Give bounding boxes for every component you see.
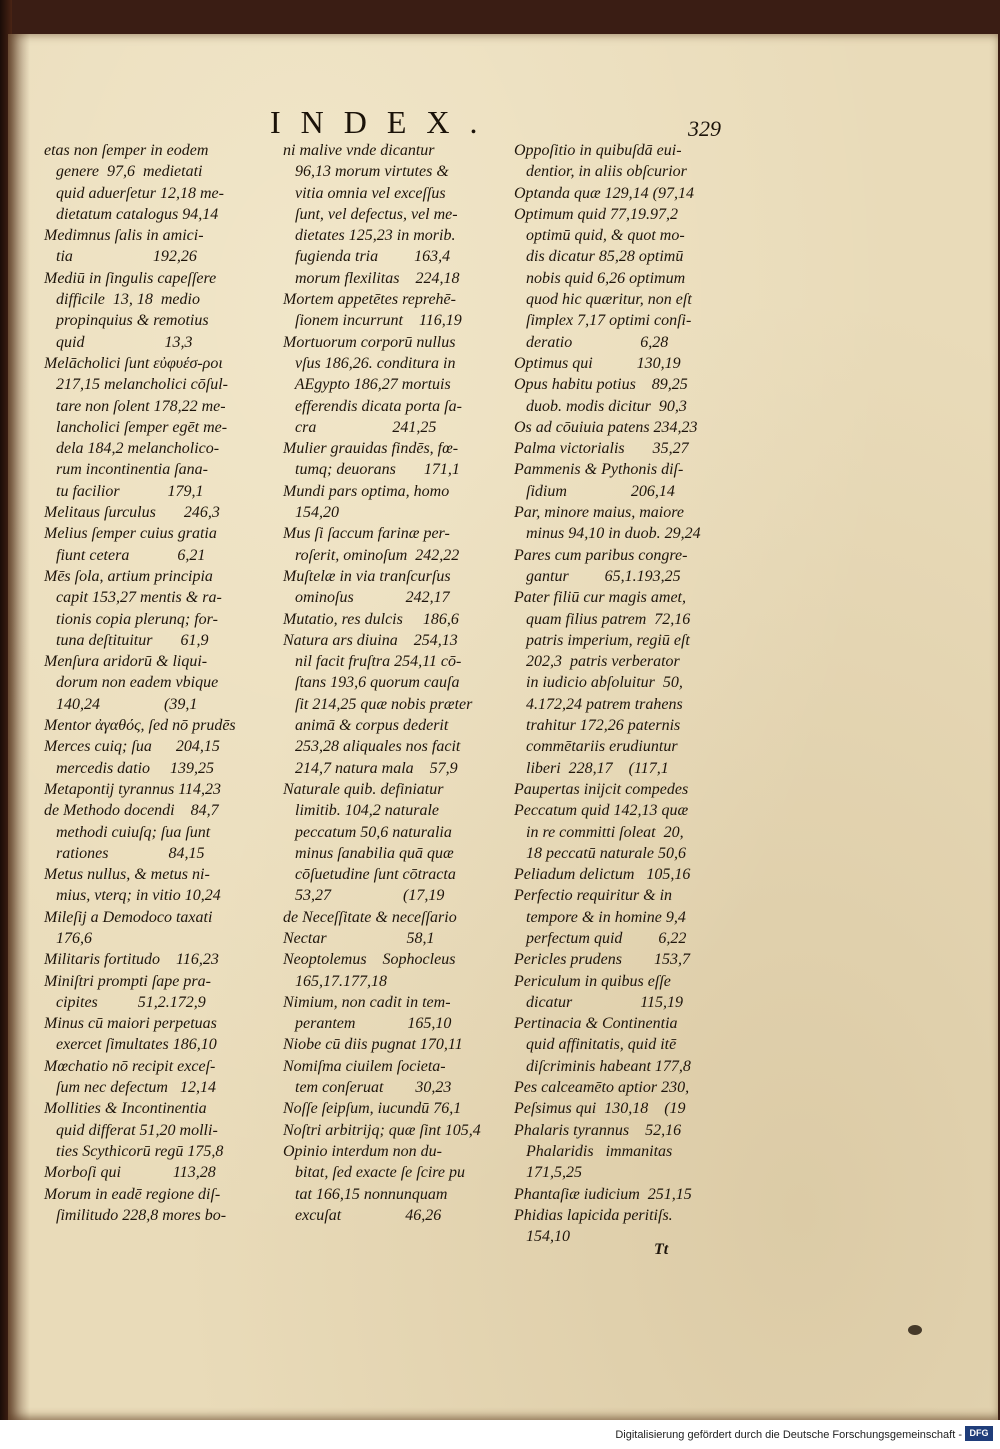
signature-mark: Tt <box>654 1241 669 1258</box>
index-line: diſcriminis habeant 177,8 <box>514 1057 691 1075</box>
index-line: limitib. 104,2 naturale <box>283 802 439 820</box>
index-line: 4.172,24 patrem trahens <box>514 695 683 713</box>
index-line: 18 peccatū naturale 50,6 <box>514 844 686 862</box>
index-line: tionis copia plerunq; for- <box>44 610 218 628</box>
index-line: duob. modis dicitur 90,3 <box>514 397 687 415</box>
page-header-title: INDEX. <box>270 104 498 140</box>
index-line: excuſat 46,26 <box>283 1206 442 1224</box>
index-line: rationes 84,15 <box>44 844 205 862</box>
index-line: cōſuetudine ſunt cōtracta <box>283 866 456 884</box>
index-line: fiunt cetera 6,21 <box>44 546 206 564</box>
dfg-logo-icon: DFG <box>965 1426 993 1441</box>
index-line: ſimilitudo 228,8 mores bo- <box>44 1206 227 1224</box>
index-line: Pares cum paribus congre- <box>514 546 688 564</box>
index-line: fugienda tria 163,4 <box>283 248 451 266</box>
index-line: 202,3 patris verberator <box>514 653 680 671</box>
index-line: roſerit, ominoſum 242,22 <box>283 546 460 564</box>
index-line: Periculum in quibus eſſe <box>514 972 671 990</box>
index-line: 171,5,25 <box>514 1164 582 1182</box>
index-line: Phalaris tyrannus 52,16 <box>514 1121 682 1139</box>
index-line: dorum non eadem vbique <box>44 674 219 692</box>
index-line: Melācholici ſunt εὐφυέσ-ροι <box>44 354 223 372</box>
index-column-2 <box>283 140 505 1226</box>
index-line: minus 94,10 in duob. 29,24 <box>514 525 701 543</box>
index-line: patris imperium, regiū eſt <box>514 631 690 649</box>
index-line: tumq; deuorans 171,1 <box>283 461 460 479</box>
index-line: Peliadum delictum 105,16 <box>514 866 691 884</box>
index-line: dis dicatur 85,28 optimū <box>514 248 684 266</box>
index-line: methodi cuiuſq; ſua ſunt <box>44 823 211 841</box>
index-line: Opus habitu potius 89,25 <box>514 376 688 394</box>
index-line: Peccatum quid 142,13 quæ <box>514 802 689 820</box>
index-line: 154,20 <box>283 504 339 522</box>
index-line: mercedis datio 139,25 <box>44 759 215 777</box>
index-line: 53,27 (17,19 <box>283 887 445 905</box>
index-line: trahitur 172,26 paternis <box>514 717 681 735</box>
index-line: capit 153,27 mentis & ra- <box>44 589 222 607</box>
index-line: quid aduerſetur 12,18 me- <box>44 184 224 202</box>
index-line: Pes calceamēto aptior 230, <box>514 1079 690 1097</box>
footer-credit: Digitalisierung gefördert durch die Deutsche Forschungsgemeinschaft - <box>615 1429 962 1441</box>
index-line: commētariis erudiuntur <box>514 738 678 756</box>
index-line: Muſtelæ in via tranſcurſus <box>283 567 451 585</box>
index-line: ominoſus 242,17 <box>283 589 450 607</box>
index-line: 214,7 natura mala 57,9 <box>283 759 458 777</box>
index-line: quid differat 51,20 molli- <box>44 1121 218 1139</box>
index-line: Opinio interdum non du- <box>283 1142 442 1160</box>
index-line: Mundi pars optima, homo <box>283 482 450 500</box>
index-line: Phalaridis immanitas <box>514 1142 673 1160</box>
index-line: Mus ſi ſaccum farinæ per- <box>283 525 450 543</box>
index-line: nil facit fruſtra 254,11 cō- <box>283 653 462 671</box>
index-line: Mutatio, res dulcis 186,6 <box>283 610 459 628</box>
index-line: tia 192,26 <box>44 248 197 266</box>
index-line: in re committi ſoleat 20, <box>514 823 684 841</box>
index-line: Phidias lapicida peritiſs. <box>514 1206 673 1224</box>
index-line: Neoptolemus Sophocleus <box>283 951 456 969</box>
index-line: tempore & in homine 9,4 <box>514 908 686 926</box>
index-line: Nectar 58,1 <box>283 929 435 947</box>
index-line: gantur 65,1.193,25 <box>514 567 681 585</box>
index-line: dietates 125,23 in morib. <box>283 227 456 245</box>
index-line: Pater filiū cur magis amet, <box>514 589 686 607</box>
index-line: Nimium, non cadit in tem- <box>283 993 451 1011</box>
index-line: lancholici ſemper egēt me- <box>44 418 228 436</box>
page-gutter-shadow <box>8 34 30 1420</box>
index-line: optimū quid, & quot mo- <box>514 227 685 245</box>
index-line: ſtans 193,6 quorum cauſa <box>283 674 460 692</box>
index-line: etas non ſemper in eodem <box>44 142 209 159</box>
index-line: quid 13,3 <box>44 333 193 351</box>
index-line: Noſtri arbitrijq; quæ ſint 105,4 <box>283 1121 481 1139</box>
index-line: Naturale quib. definiatur <box>283 780 444 798</box>
index-line: dela 184,2 melancholico- <box>44 440 220 458</box>
index-line: quam filius patrem 72,16 <box>514 610 691 628</box>
index-line: dentior, in aliis obſcurior <box>514 163 687 181</box>
index-line: mius, vterq; in vitio 10,24 <box>44 887 221 905</box>
index-line: ſimplex 7,17 optimi conſi- <box>514 312 692 330</box>
index-line: Optanda quæ 129,14 (97,14 <box>514 184 694 202</box>
index-line: tare non ſolent 178,22 me- <box>44 397 226 415</box>
index-line: Phantaſiæ iudicium 251,15 <box>514 1185 692 1203</box>
index-line: Pertinacia & Continentia <box>514 1015 678 1033</box>
page-number: 329 <box>688 116 721 141</box>
index-line: Metus nullus, & metus ni- <box>44 866 210 884</box>
index-line: tu facilior 179,1 <box>44 482 204 500</box>
index-line: 176,6 <box>44 929 92 947</box>
index-line: propinquius & remotius <box>44 312 209 330</box>
index-line: efferendis dicata porta ſa- <box>283 397 462 415</box>
index-line: Pammenis & Pythonis diſ- <box>514 461 684 479</box>
index-line: Morum in eadē regione diſ- <box>44 1185 221 1203</box>
index-line: Perfectio requiritur & in <box>514 887 673 905</box>
index-line: Par, minore maius, maiore <box>514 504 684 522</box>
index-line: 154,10 <box>514 1228 570 1246</box>
index-line: Mortem appetētes reprehē- <box>283 291 456 309</box>
index-line: exercet ſimultates 186,10 <box>44 1036 217 1054</box>
index-line: rum incontinentia ſana- <box>44 461 208 479</box>
index-line: Pericles prudens 153,7 <box>514 951 690 969</box>
index-line: Militaris fortitudo 116,23 <box>44 951 219 969</box>
index-column-1 <box>44 140 268 1226</box>
index-line: ſum nec defectum 12,14 <box>44 1079 216 1097</box>
index-line: de Methodo docendi 84,7 <box>44 802 219 820</box>
index-line: liberi 228,17 (117,1 <box>514 759 669 777</box>
index-line: Noſſe ſeipſum, iucundū 76,1 <box>283 1100 462 1118</box>
index-line: AEgypto 186,27 mortuis <box>283 376 451 394</box>
index-line: peccatum 50,6 naturalia <box>283 823 452 841</box>
index-line: Mileſij a Demodoco taxati <box>44 908 213 926</box>
index-line: Mediū in ſingulis capeſſere <box>44 269 217 287</box>
index-line: Mollities & Incontinentia <box>44 1100 207 1118</box>
index-line: tem conſeruat 30,23 <box>283 1079 452 1097</box>
index-line: Mœchatio nō recipit exceſ- <box>44 1057 216 1075</box>
index-line: animā & corpus dederit <box>283 717 449 735</box>
index-line: tat 166,15 nonnunquam <box>283 1185 448 1203</box>
index-line: Peſsimus qui 130,18 (19 <box>514 1100 686 1118</box>
index-line: Natura ars diuina 254,13 <box>283 631 458 649</box>
index-line: Morboſi qui 113,28 <box>44 1164 216 1182</box>
index-line: Niobe cū diis pugnat 170,11 <box>283 1036 463 1054</box>
index-line: Oppoſitio in quibuſdā eui- <box>514 142 682 159</box>
index-line: in iudicio abſoluitur 50, <box>514 674 683 692</box>
index-line: 96,13 morum virtutes & <box>283 163 449 181</box>
index-line: dietatum catalogus 94,14 <box>44 205 219 223</box>
index-line: Melius ſemper cuius gratia <box>44 525 217 543</box>
index-line: Mortuorum corporū nullus <box>283 333 456 351</box>
index-line: cra 241,25 <box>283 418 437 436</box>
index-line: Minus cū maiori perpetuas <box>44 1015 217 1033</box>
index-line: Palma victorialis 35,27 <box>514 440 689 458</box>
index-line: 165,17.177,18 <box>283 972 387 990</box>
index-line: 217,15 melancholici cōſul- <box>44 376 228 394</box>
index-line: quid affinitatis, quid itē <box>514 1036 677 1054</box>
index-line: 253,28 aliquales nos facit <box>283 738 461 756</box>
index-line: Menſura aridorū & liqui- <box>44 653 208 671</box>
index-line: Mentor ἀγαθός, ſed nō prudēs <box>44 717 236 735</box>
index-line: ſunt, vel defectus, vel me- <box>283 205 458 223</box>
index-line: Optimum quid 77,19.97,2 <box>514 205 678 223</box>
index-line: de Neceſſitate & neceſſario <box>283 908 457 926</box>
index-line: Mulier grauidas findēs, fœ- <box>283 440 459 458</box>
index-line: quod hic quæritur, non eſt <box>514 291 692 309</box>
index-line: Optimus qui 130,19 <box>514 354 681 372</box>
index-line: bitat, ſed exacte ſe ſcire pu <box>283 1164 466 1182</box>
index-line: vſus 186,26. conditura in <box>283 354 456 372</box>
ink-smudge <box>908 1325 922 1335</box>
index-line: ſidium 206,14 <box>514 482 675 500</box>
index-line: perantem 165,10 <box>283 1015 452 1033</box>
index-line: ſionem incurrunt 116,19 <box>283 312 462 330</box>
index-line: morum flexilitas 224,18 <box>283 269 460 287</box>
index-line: Os ad cōuiuia patens 234,23 <box>514 418 698 436</box>
index-line: Miniſtri prompti ſape pra- <box>44 972 211 990</box>
index-line: Nomiſma ciuilem ſocieta- <box>283 1057 446 1075</box>
index-line: minus ſanabilia quā quæ <box>283 844 454 862</box>
index-line: Merces cuiq; ſua 204,15 <box>44 738 220 756</box>
index-line: Paupertas inijcit compedes <box>514 780 689 798</box>
index-line: cipites 51,2.172,9 <box>44 993 206 1011</box>
index-line: perfectum quid 6,22 <box>514 929 687 947</box>
index-line: ties Scythicorū regū 175,8 <box>44 1142 224 1160</box>
index-line: Mēs ſola, artium principia <box>44 567 213 585</box>
index-column-3 <box>514 140 758 1247</box>
index-line: Melitaus ſurculus 246,3 <box>44 504 220 522</box>
index-line: ni malive vnde dicantur <box>283 142 435 159</box>
index-line: 140,24 (39,1 <box>44 695 198 713</box>
index-line: deratio 6,28 <box>514 333 669 351</box>
index-line: vitia omnia vel exceſſus <box>283 184 446 202</box>
index-line: dicatur 115,19 <box>514 993 684 1011</box>
index-line: ſit 214,25 quæ nobis præter <box>283 695 473 713</box>
index-line: nobis quid 6,26 optimum <box>514 269 686 287</box>
index-line: genere 97,6 medietati <box>44 163 203 181</box>
index-line: tuna deſtituitur 61,9 <box>44 631 209 649</box>
index-line: difficile 13, 18 medio <box>44 291 200 309</box>
index-line: Medimnus ſalis in amici- <box>44 227 204 245</box>
index-line: Metapontij tyrannus 114,23 <box>44 780 222 798</box>
